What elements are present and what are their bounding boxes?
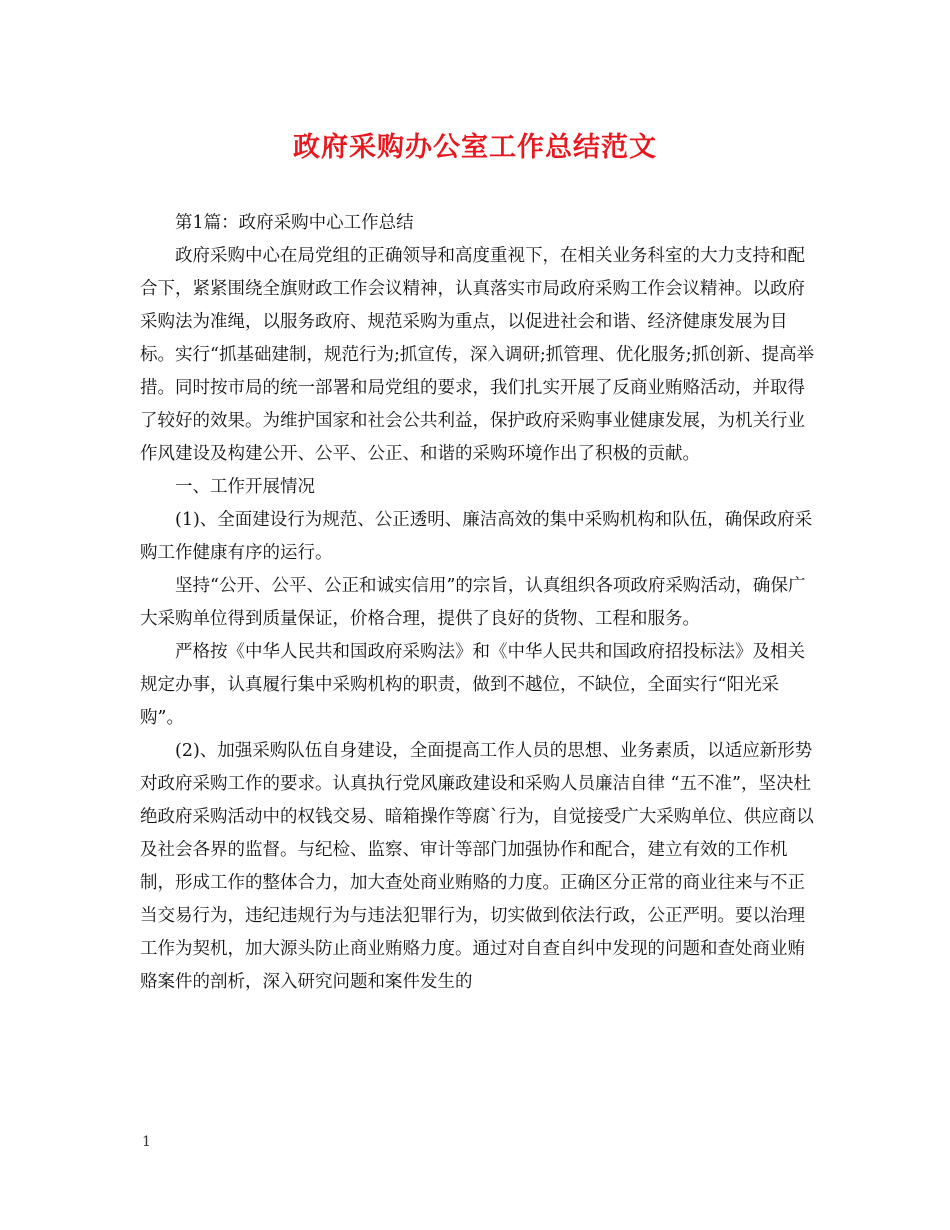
paragraph: (2)、加强采购队伍自身建设，全面提高工作人员的思想、业务素质，以适应新形势对政府采购工作的要求。认真执行党风廉政建设和采购人员廉洁自律 “五不准”，坚决杜绝政府采购活动中的权钱交易、暗箱操作等腐`行为，自觉接受广大采购单位、供应商以及社会各界的监督。与纪检、监察、审计等部门加强协作和配合，建立有效的工作机制，形成工作的整体合力，加大查处商业贿赂的力度。正确区分正常的商业往来与不正当交易行为，违纪违规行为与违法犯罪行为，切实做到依法行政，公正严明。要以治理工作为契机，加大源头防止商业贿赂力度。通过对自查自纠中发现的问题和查处商业贿赂案件的剖析，深入研究问题和案件发生的 (140, 741, 814, 992)
paragraph: (1)、全面建设行为规范、公正透明、廉洁高效的集中采购机构和队伍，确保政府采购工作健康有序的运行。 (140, 510, 813, 563)
section-heading: 一、工作开展情况 (175, 477, 315, 497)
page-number: 1 (142, 1134, 151, 1150)
section-heading: 第1篇：政府采购中心工作总结 (175, 213, 414, 233)
document-title: 政府采购办公室工作总结范文 (293, 132, 657, 163)
paragraph: 严格按《中华人民共和国政府采购法》和《中华人民共和国政府招投标法》及相关规定办事，认真履行集中采购机构的职责，做到不越位，不缺位，全面实行“阳光采购”。 (140, 642, 805, 728)
paragraph: 坚持“公开、公平、公正和诚实信用”的宗旨，认真组织各项政府采购活动，确保广大采购单位得到质量保证，价格合理，提供了良好的货物、工程和服务。 (140, 576, 806, 629)
paragraph: 政府采购中心在局党组的正确领导和高度重视下，在相关业务科室的大力支持和配合下，紧紧围绕全旗财政工作会议精神，认真落实市局政府采购工作会议精神。以政府采购法为准绳，以服务政府、规范采购为重点，以促进社会和谐、经济健康发展为目标。实行“抓基础建制，规范行为;抓宣传，深入调研;抓管理、优化服务;抓创新、提高举措。同时按市局的统一部署和局党组的要求，我们扎实开展了反商业贿赂活动，并取得了较好的效果。为维护国家和社会公共利益，保护政府采购事业健康发展，为机关行业作风建设及构建公开、公平、公正、和谐的采购环境作出了积极的贡献。 (140, 246, 815, 464)
document-body (140, 207, 820, 999)
